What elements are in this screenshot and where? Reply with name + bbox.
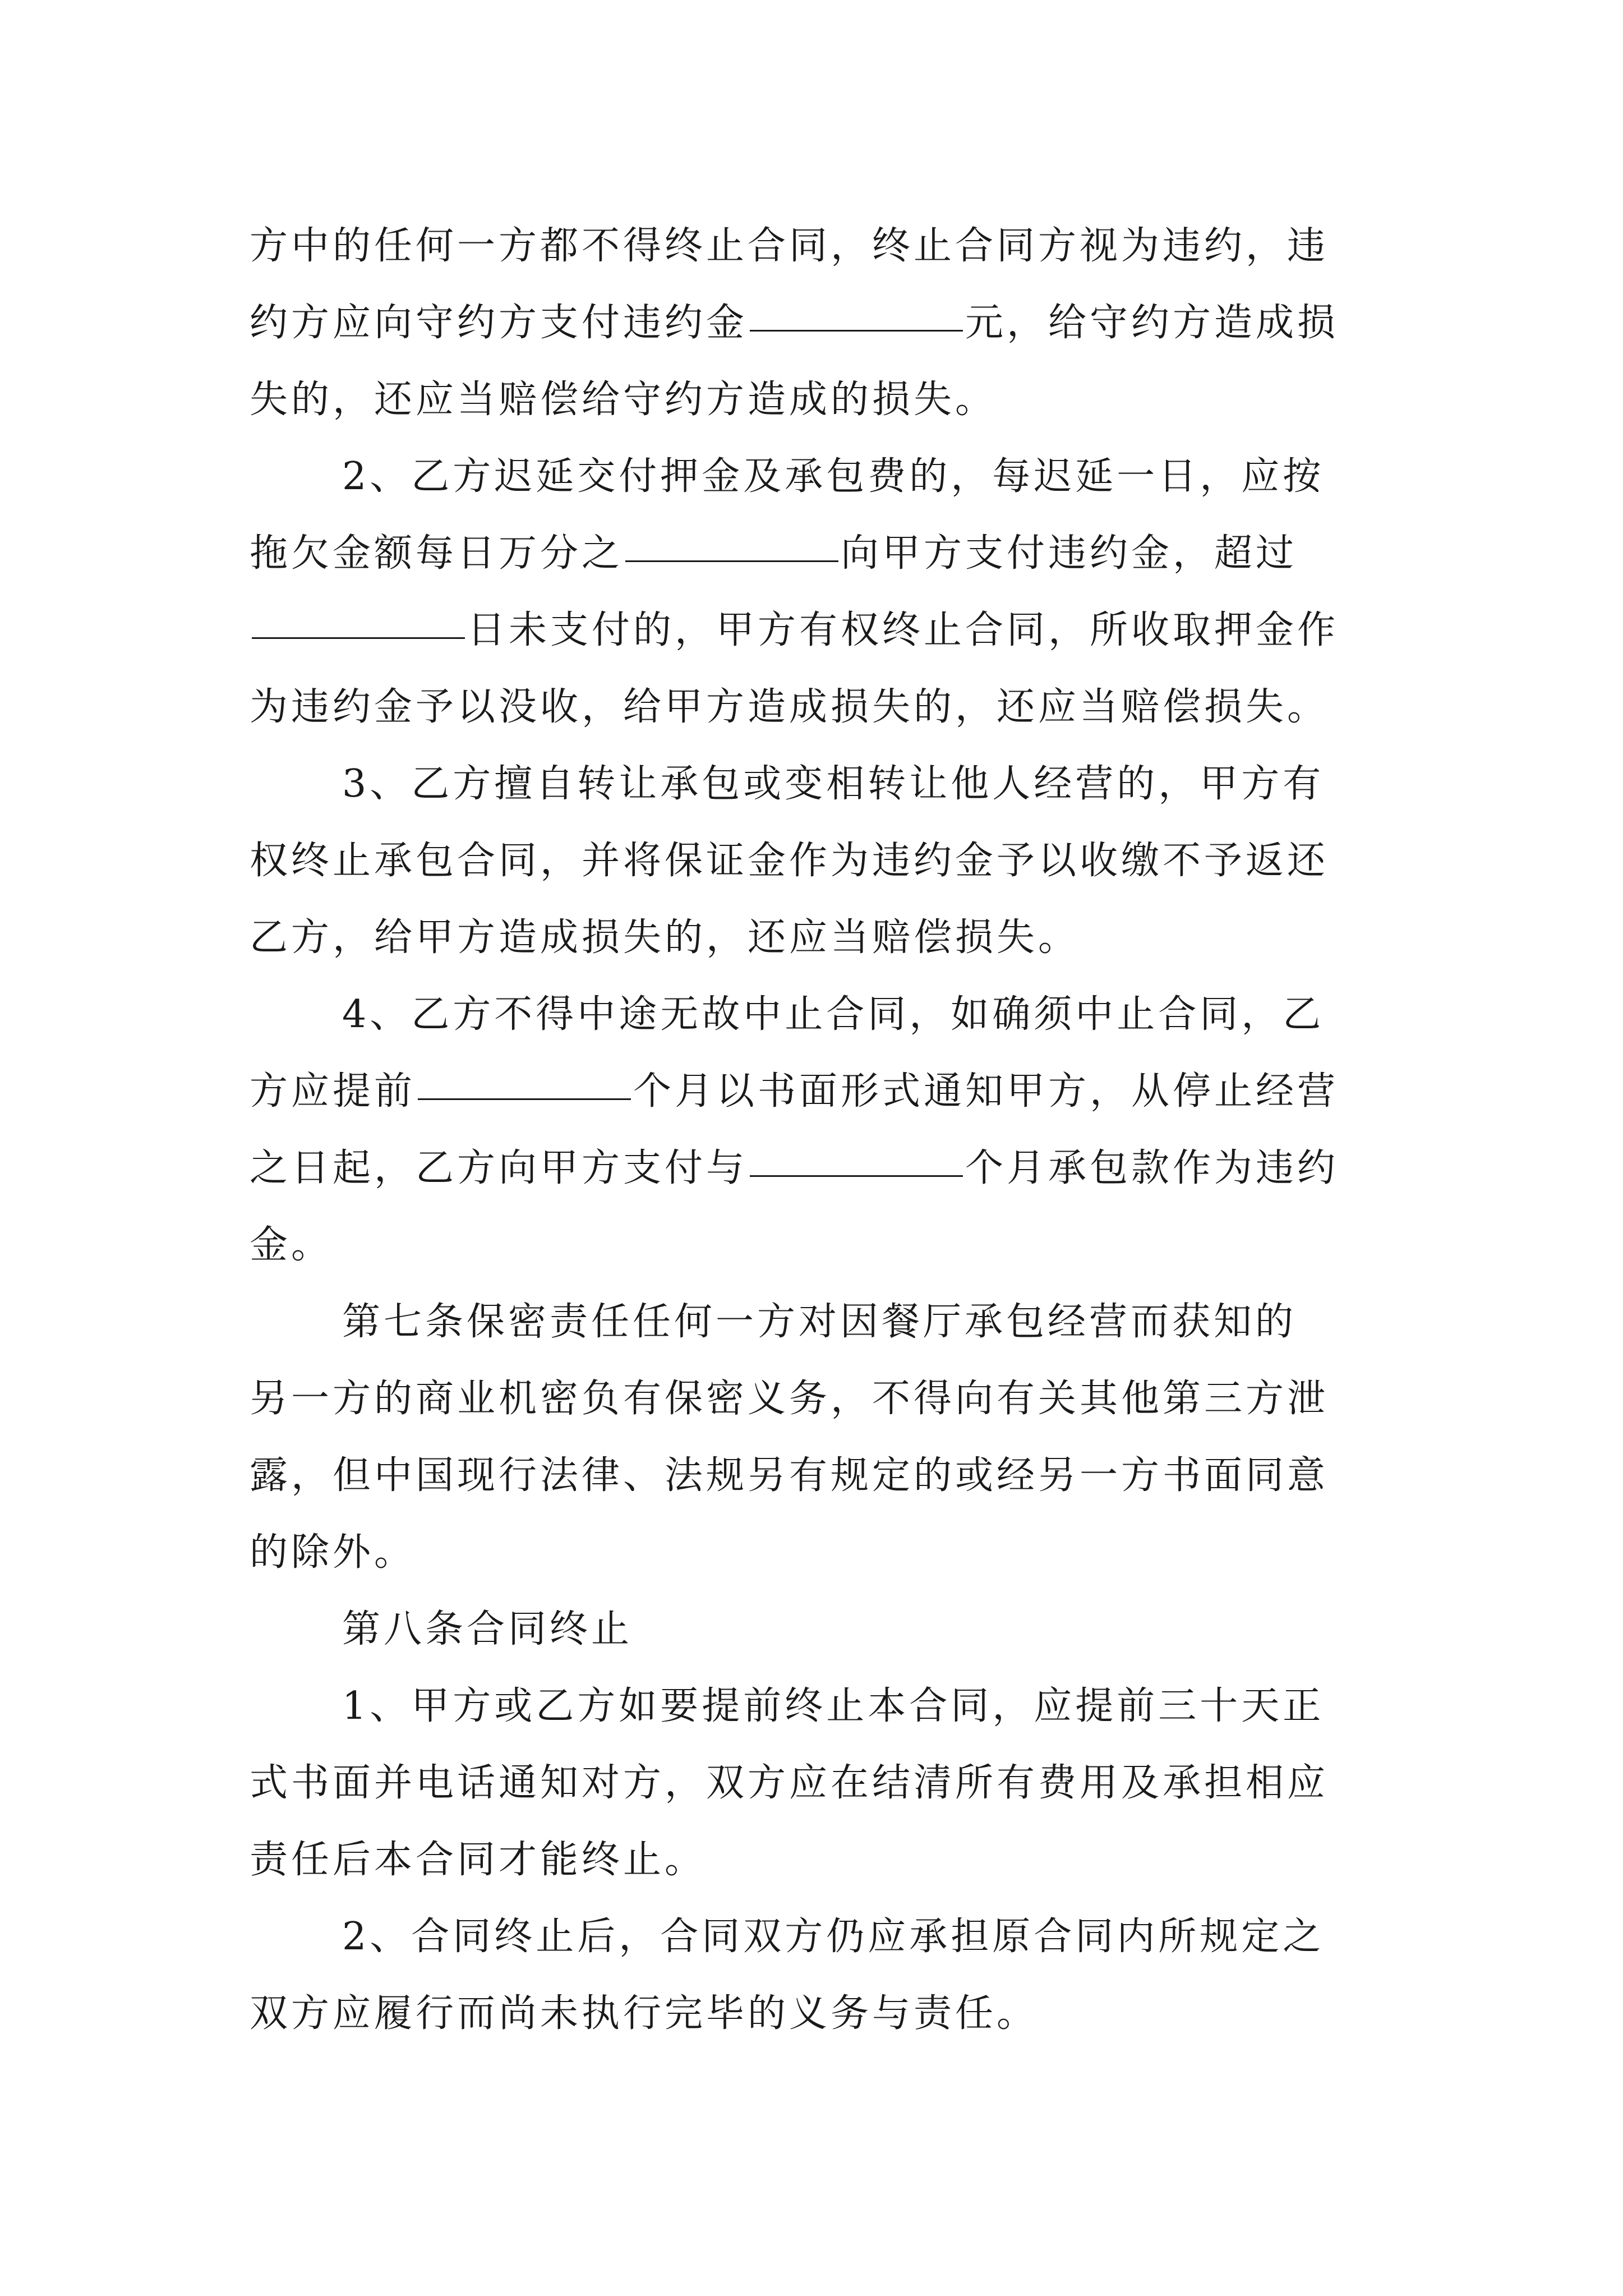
text-line <box>250 1360 1382 1437</box>
text-segment: 失的，还应当赔偿给守约方造成的损失。 <box>250 378 997 422</box>
fill-in-blank <box>625 560 838 562</box>
fill-in-blank <box>252 637 465 639</box>
text-segment: 第八条合同终止 <box>342 1607 633 1651</box>
contract-text-body <box>250 208 1382 2052</box>
text-segment: 拖欠金额每日万分之 <box>250 531 624 576</box>
text-line <box>250 361 1382 438</box>
text-segment: 2、乙方迟延交付押金及承包费的，每迟延一日，应按 <box>342 454 1325 499</box>
text-line <box>250 1207 1382 1283</box>
text-line <box>250 284 1382 361</box>
text-segment: 乙方，给甲方造成损失的，还应当赔偿损失。 <box>250 915 1080 960</box>
text-line <box>250 1745 1382 1821</box>
text-segment: 个月以书面形式通知甲方，从停止经营 <box>633 1069 1339 1114</box>
text-line <box>250 1898 1382 1975</box>
text-segment: 日未支付的，甲方有权终止合同，所收取押金作 <box>467 608 1339 652</box>
text-segment: 3、乙方擅自转让承包或变相转让他人经营的，甲方有 <box>342 762 1325 806</box>
fill-in-blank <box>750 329 963 332</box>
text-segment: 4、乙方不得中途无故中止合同，如确须中止合同，乙 <box>342 992 1325 1037</box>
text-segment: 约方应向守约方支付违约金 <box>250 301 748 345</box>
text-segment: 金。 <box>250 1223 333 1267</box>
text-line <box>250 1591 1382 1668</box>
text-segment: 双方应履行而尚未执行完毕的义务与责任。 <box>250 1991 1039 2036</box>
text-segment: 方应提前 <box>250 1069 416 1114</box>
text-line <box>250 208 1382 284</box>
text-line <box>250 515 1382 592</box>
text-segment: 责任后本合同才能终止。 <box>250 1838 707 1882</box>
text-segment: 权终止承包合同，并将保证金作为违约金予以收缴不予返还 <box>250 839 1329 883</box>
fill-in-blank <box>418 1098 631 1100</box>
text-line <box>250 1668 1382 1745</box>
text-line <box>250 899 1382 976</box>
text-segment: 个月承包款作为违约 <box>965 1146 1339 1190</box>
text-line <box>250 1514 1382 1591</box>
text-segment: 式书面并电话通知对方，双方应在结清所有费用及承担相应 <box>250 1761 1329 1805</box>
text-line <box>250 746 1382 822</box>
text-line <box>250 822 1382 899</box>
text-line <box>250 1821 1382 1898</box>
text-line <box>250 592 1382 669</box>
text-line <box>250 1130 1382 1207</box>
text-segment: 之日起，乙方向甲方支付与 <box>250 1146 748 1190</box>
text-line <box>250 669 1382 746</box>
text-segment: 的除外。 <box>250 1530 416 1575</box>
text-segment: 向甲方支付违约金，超过 <box>841 531 1298 576</box>
text-segment: 第七条保密责任任何一方对因餐厅承包经营而获知的 <box>342 1300 1297 1344</box>
text-segment: 露，但中国现行法律、法规另有规定的或经另一方书面同意 <box>250 1453 1329 1498</box>
text-line <box>250 1053 1382 1130</box>
text-segment: 另一方的商业机密负有保密义务，不得向有关其他第三方泄 <box>250 1377 1329 1421</box>
text-line <box>250 438 1382 515</box>
text-segment: 方中的任何一方都不得终止合同，终止合同方视为违约，违 <box>250 224 1329 268</box>
text-segment: 为违约金予以没收，给甲方造成损失的，还应当赔偿损失。 <box>250 685 1329 729</box>
text-segment: 1、甲方或乙方如要提前终止本合同，应提前三十天正 <box>342 1684 1325 1728</box>
text-line <box>250 1975 1382 2052</box>
text-line <box>250 1437 1382 1514</box>
fill-in-blank <box>750 1175 963 1177</box>
text-segment: 2、合同终止后，合同双方仍应承担原合同内所规定之 <box>342 1915 1325 1959</box>
text-segment: 元，给守约方造成损 <box>965 301 1339 345</box>
text-line <box>250 976 1382 1053</box>
text-line <box>250 1283 1382 1360</box>
